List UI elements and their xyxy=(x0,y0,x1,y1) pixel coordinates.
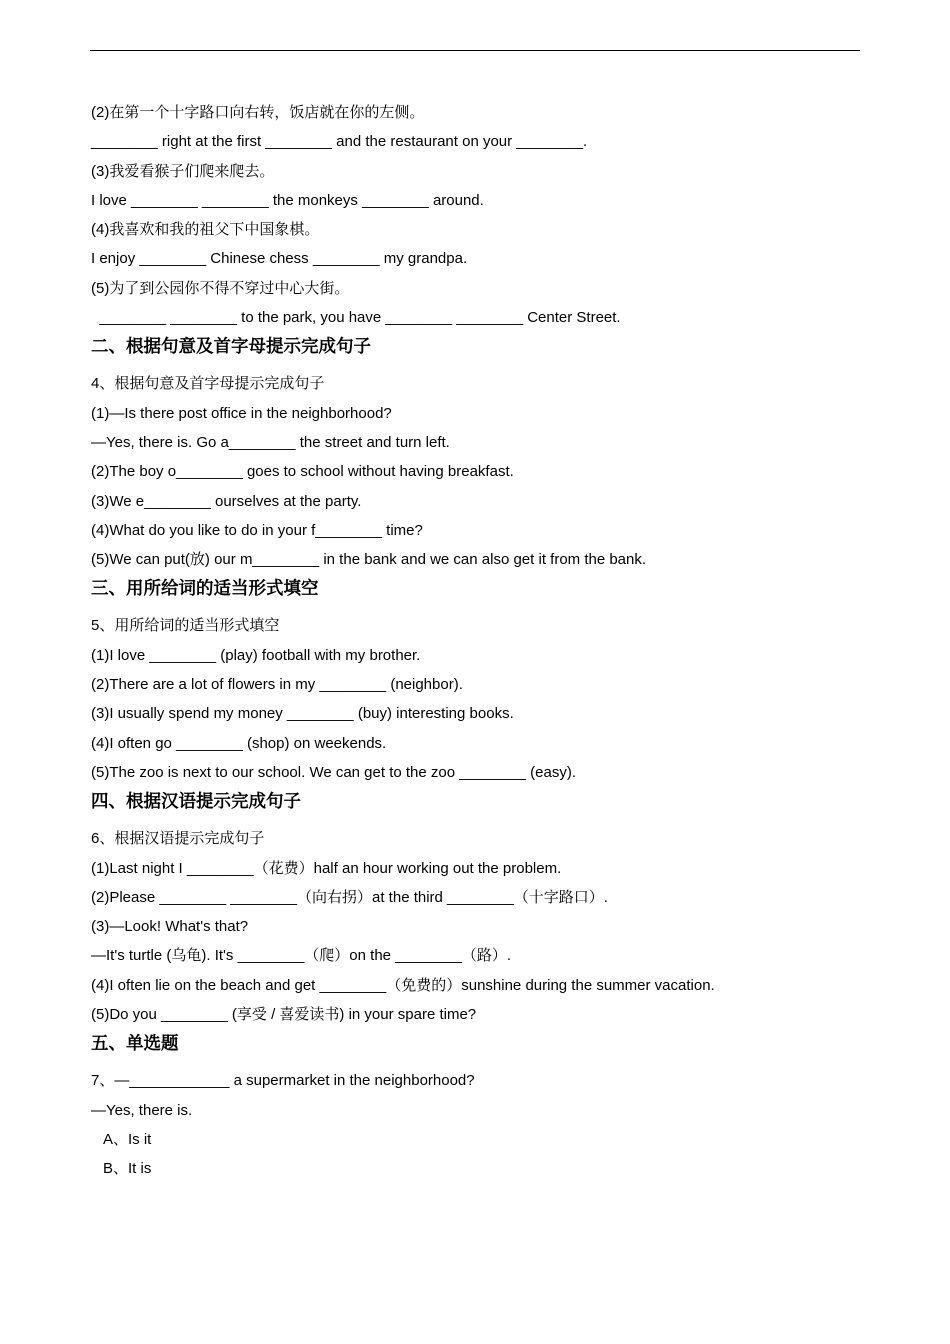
text-line: (3)—Look! What's that? xyxy=(91,918,249,936)
question-title: 5、用所给词的适当形式填空 xyxy=(91,617,280,635)
text-line: —Yes, there is. Go a________ the street and turn left. xyxy=(91,433,450,451)
text-line: (5)The zoo is next to our school. We can get to the zoo ________ (easy). xyxy=(91,763,577,781)
text-line: (4)I often lie on the beach and get ________（免费的）sunshine during the summer vacation. xyxy=(91,976,715,994)
question-title: 7、—____________ a supermarket in the neighborhood? xyxy=(91,1072,475,1090)
text-line: (1)—Is there post office in the neighborhood? xyxy=(91,404,392,422)
text-line: (3)我爱看猴子们爬来爬去。 xyxy=(91,162,275,180)
text-line: (4)What do you like to do in your f________ time? xyxy=(91,521,423,539)
text-line: (5)Do you ________ (享受 / 喜爱读书) in your spare time? xyxy=(91,1006,477,1024)
text-line: (5)为了到公园你不得不穿过中心大街。 xyxy=(91,279,350,297)
section-heading: 五、单选题 xyxy=(91,1034,179,1055)
text-line: (3)I usually spend my money ________ (buy) interesting books. xyxy=(91,705,514,723)
section-heading: 三、用所给词的适当形式填空 xyxy=(91,579,319,600)
section-heading: 二、根据句意及首字母提示完成句子 xyxy=(91,337,371,358)
text-line: I love ________ ________ the monkeys ________ around. xyxy=(91,191,484,209)
text-line: (2)Please ________ ________（向右拐）at the third ________（十字路口）. xyxy=(91,888,608,906)
header-rule xyxy=(90,50,860,51)
text-line: (4)我喜欢和我的祖父下中国象棋。 xyxy=(91,221,320,239)
text-line: ________ ________ to the park, you have ________ ________ Center Street. xyxy=(91,309,621,327)
answer-option-a[interactable]: A、Is it xyxy=(103,1130,152,1148)
question-title: 6、根据汉语提示完成句子 xyxy=(91,830,265,848)
text-line: ________ right at the first ________ and the restaurant on your ________. xyxy=(91,133,588,151)
text-line: (5)We can put(放) our m________ in the bank and we can also get it from the bank. xyxy=(91,551,647,569)
text-line: —Yes, there is. xyxy=(91,1101,193,1119)
text-line: (2)There are a lot of flowers in my ________ (neighbor). xyxy=(91,676,463,694)
text-line: (2)在第一个十字路口向右转，饭店就在你的左侧。 xyxy=(91,104,425,121)
answer-option-b[interactable]: B、It is xyxy=(103,1160,152,1178)
text-line: (3)We e________ ourselves at the party. xyxy=(91,492,362,510)
section-heading: 四、根据汉语提示完成句子 xyxy=(91,792,301,813)
text-line: —It's turtle (乌龟). It's ________（爬）on the ________（路）. xyxy=(91,947,512,965)
text-line: (2)The boy o________ goes to school without having breakfast. xyxy=(91,463,514,481)
text-line: (1)Last night I ________（花费）half an hour working out the problem. xyxy=(91,859,562,877)
text-line: (1)I love ________ (play) football with my brother. xyxy=(91,646,421,664)
text-line: I enjoy ________ Chinese chess ________ my grandpa. xyxy=(91,250,468,268)
text-line: (4)I often go ________ (shop) on weekends. xyxy=(91,734,387,752)
question-title: 4、根据句意及首字母提示完成句子 xyxy=(91,375,325,393)
document-body xyxy=(91,98,861,1184)
